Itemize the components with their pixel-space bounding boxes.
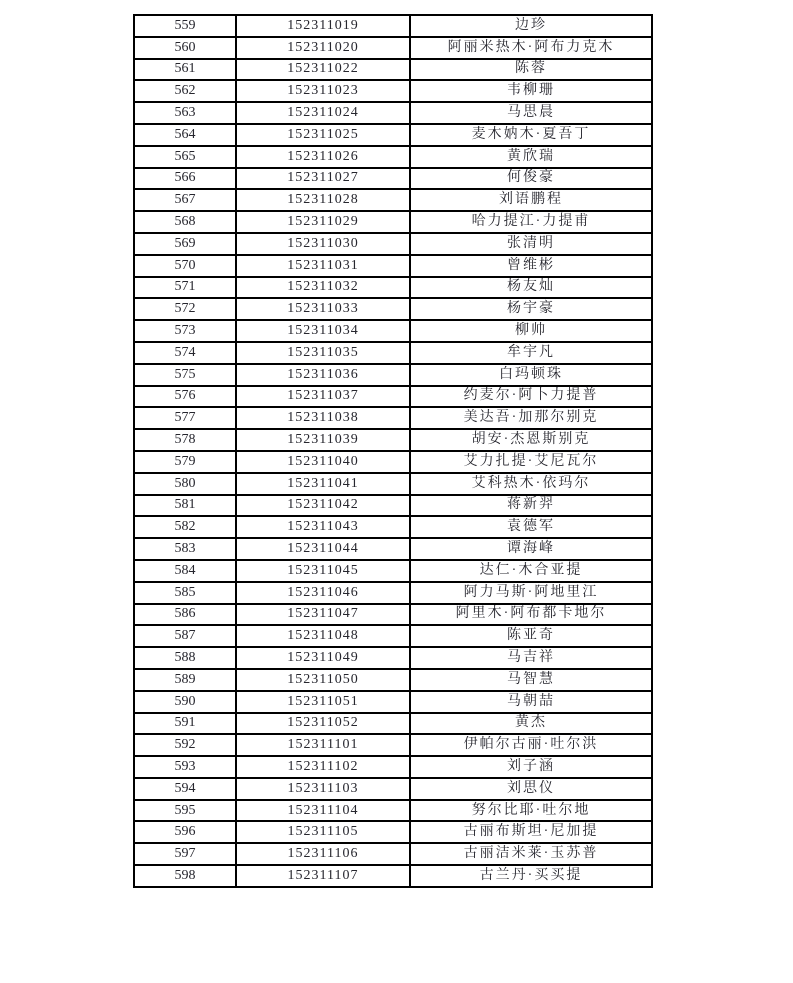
row-sequence-cell: 588 [134, 647, 236, 669]
row-sequence-cell: 597 [134, 843, 236, 865]
student-name-cell: 艾力扎提·艾尼瓦尔 [410, 451, 652, 473]
table-row [134, 124, 652, 146]
row-sequence-cell: 587 [134, 625, 236, 647]
table-row [134, 451, 652, 473]
row-sequence-cell: 598 [134, 865, 236, 887]
student-id-cell: 152311032 [236, 277, 410, 299]
student-id-cell: 152311047 [236, 604, 410, 626]
student-id-cell: 152311104 [236, 800, 410, 822]
table-row [134, 37, 652, 59]
row-sequence-cell: 596 [134, 821, 236, 843]
row-sequence-cell: 562 [134, 80, 236, 102]
student-id-cell: 152311020 [236, 37, 410, 59]
table-row [134, 713, 652, 735]
row-sequence-cell: 594 [134, 778, 236, 800]
table-row [134, 255, 652, 277]
student-id-cell: 152311035 [236, 342, 410, 364]
student-name-cell: 陈亚奇 [410, 625, 652, 647]
student-id-cell: 152311030 [236, 233, 410, 255]
table-row [134, 843, 652, 865]
table-row [134, 298, 652, 320]
student-name-cell: 达仁·木合亚提 [410, 560, 652, 582]
student-name-cell: 哈力提江·力提甫 [410, 211, 652, 233]
student-name-cell: 麦木妠木·夏吾丁 [410, 124, 652, 146]
student-name-cell: 袁德军 [410, 516, 652, 538]
student-id-cell: 152311042 [236, 495, 410, 517]
row-sequence-cell: 590 [134, 691, 236, 713]
row-sequence-cell: 582 [134, 516, 236, 538]
student-id-cell: 152311041 [236, 473, 410, 495]
student-name-cell: 艾科热木·依玛尔 [410, 473, 652, 495]
student-name-cell: 曾维彬 [410, 255, 652, 277]
table-row [134, 211, 652, 233]
table-row [134, 604, 652, 626]
table-row [134, 277, 652, 299]
student-id-cell: 152311038 [236, 407, 410, 429]
student-id-cell: 152311029 [236, 211, 410, 233]
table-row [134, 168, 652, 190]
row-sequence-cell: 586 [134, 604, 236, 626]
student-id-cell: 152311027 [236, 168, 410, 190]
student-name-cell: 约麦尔·阿卜力提普 [410, 386, 652, 408]
student-name-cell: 杨宇豪 [410, 298, 652, 320]
row-sequence-cell: 581 [134, 495, 236, 517]
table-row [134, 320, 652, 342]
table-row [134, 560, 652, 582]
student-name-cell: 刘思仪 [410, 778, 652, 800]
student-name-cell: 美达吾·加那尔别克 [410, 407, 652, 429]
student-id-cell: 152311039 [236, 429, 410, 451]
student-id-cell: 152311048 [236, 625, 410, 647]
table-row [134, 516, 652, 538]
table-row [134, 800, 652, 822]
table-row [134, 59, 652, 81]
table-row [134, 734, 652, 756]
student-name-cell: 古兰丹·买买提 [410, 865, 652, 887]
table-row [134, 647, 652, 669]
row-sequence-cell: 560 [134, 37, 236, 59]
student-name-cell: 马朝喆 [410, 691, 652, 713]
table-row [134, 146, 652, 168]
student-id-cell: 152311106 [236, 843, 410, 865]
student-name-cell: 阿里木·阿布都卡地尔 [410, 604, 652, 626]
table-row [134, 189, 652, 211]
table-row [134, 473, 652, 495]
student-id-cell: 152311046 [236, 582, 410, 604]
student-id-cell: 152311107 [236, 865, 410, 887]
student-id-cell: 152311037 [236, 386, 410, 408]
student-name-cell: 阿力马斯·阿地里江 [410, 582, 652, 604]
student-name-cell: 马智慧 [410, 669, 652, 691]
row-sequence-cell: 568 [134, 211, 236, 233]
row-sequence-cell: 578 [134, 429, 236, 451]
student-id-cell: 152311033 [236, 298, 410, 320]
table-row [134, 15, 652, 37]
student-name-cell: 刘语鹏程 [410, 189, 652, 211]
student-id-cell: 152311019 [236, 15, 410, 37]
table-row [134, 669, 652, 691]
student-name-cell: 边珍 [410, 15, 652, 37]
student-name-cell: 蒋新羿 [410, 495, 652, 517]
table-row [134, 407, 652, 429]
table-row [134, 233, 652, 255]
student-roster-table [133, 14, 653, 888]
student-name-cell: 古丽洁米莱·玉苏普 [410, 843, 652, 865]
student-id-cell: 152311103 [236, 778, 410, 800]
student-name-cell: 努尔比耶·吐尔地 [410, 800, 652, 822]
row-sequence-cell: 575 [134, 364, 236, 386]
student-name-cell: 马吉祥 [410, 647, 652, 669]
student-id-cell: 152311105 [236, 821, 410, 843]
student-id-cell: 152311040 [236, 451, 410, 473]
student-name-cell: 阿丽米热木·阿布力克木 [410, 37, 652, 59]
row-sequence-cell: 593 [134, 756, 236, 778]
student-name-cell: 黄欣瑞 [410, 146, 652, 168]
row-sequence-cell: 563 [134, 102, 236, 124]
student-id-cell: 152311026 [236, 146, 410, 168]
student-name-cell: 胡安·杰恩斯别克 [410, 429, 652, 451]
table-row [134, 865, 652, 887]
row-sequence-cell: 570 [134, 255, 236, 277]
student-name-cell: 陈蓉 [410, 59, 652, 81]
table-row [134, 102, 652, 124]
student-name-cell: 杨友灿 [410, 277, 652, 299]
student-name-cell: 白玛顿珠 [410, 364, 652, 386]
table-row [134, 80, 652, 102]
student-id-cell: 152311023 [236, 80, 410, 102]
student-id-cell: 152311043 [236, 516, 410, 538]
student-name-cell: 刘子涵 [410, 756, 652, 778]
student-name-cell: 张清明 [410, 233, 652, 255]
row-sequence-cell: 574 [134, 342, 236, 364]
row-sequence-cell: 580 [134, 473, 236, 495]
row-sequence-cell: 573 [134, 320, 236, 342]
student-name-cell: 谭海峰 [410, 538, 652, 560]
row-sequence-cell: 583 [134, 538, 236, 560]
student-name-cell: 古丽布斯坦·尼加提 [410, 821, 652, 843]
student-id-cell: 152311050 [236, 669, 410, 691]
row-sequence-cell: 595 [134, 800, 236, 822]
student-id-cell: 152311028 [236, 189, 410, 211]
student-name-cell: 韦柳珊 [410, 80, 652, 102]
roster-table-body [134, 15, 652, 887]
student-id-cell: 152311034 [236, 320, 410, 342]
row-sequence-cell: 589 [134, 669, 236, 691]
table-row [134, 342, 652, 364]
student-id-cell: 152311045 [236, 560, 410, 582]
row-sequence-cell: 572 [134, 298, 236, 320]
row-sequence-cell: 559 [134, 15, 236, 37]
row-sequence-cell: 592 [134, 734, 236, 756]
student-id-cell: 152311022 [236, 59, 410, 81]
row-sequence-cell: 567 [134, 189, 236, 211]
student-name-cell: 何俊豪 [410, 168, 652, 190]
table-row [134, 364, 652, 386]
row-sequence-cell: 584 [134, 560, 236, 582]
row-sequence-cell: 561 [134, 59, 236, 81]
row-sequence-cell: 565 [134, 146, 236, 168]
student-id-cell: 152311024 [236, 102, 410, 124]
table-row [134, 625, 652, 647]
table-row [134, 691, 652, 713]
row-sequence-cell: 566 [134, 168, 236, 190]
table-row [134, 582, 652, 604]
row-sequence-cell: 564 [134, 124, 236, 146]
student-id-cell: 152311049 [236, 647, 410, 669]
student-name-cell: 马思晨 [410, 102, 652, 124]
student-id-cell: 152311025 [236, 124, 410, 146]
row-sequence-cell: 585 [134, 582, 236, 604]
table-row [134, 821, 652, 843]
row-sequence-cell: 577 [134, 407, 236, 429]
row-sequence-cell: 579 [134, 451, 236, 473]
table-row [134, 495, 652, 517]
row-sequence-cell: 576 [134, 386, 236, 408]
table-row [134, 538, 652, 560]
table-row [134, 778, 652, 800]
student-id-cell: 152311101 [236, 734, 410, 756]
table-row [134, 429, 652, 451]
table-row [134, 386, 652, 408]
student-name-cell: 柳帅 [410, 320, 652, 342]
student-id-cell: 152311102 [236, 756, 410, 778]
student-id-cell: 152311031 [236, 255, 410, 277]
student-name-cell: 黄杰 [410, 713, 652, 735]
student-id-cell: 152311051 [236, 691, 410, 713]
student-id-cell: 152311052 [236, 713, 410, 735]
table-row [134, 756, 652, 778]
student-name-cell: 伊帕尔古丽·吐尔洪 [410, 734, 652, 756]
row-sequence-cell: 571 [134, 277, 236, 299]
row-sequence-cell: 569 [134, 233, 236, 255]
row-sequence-cell: 591 [134, 713, 236, 735]
student-id-cell: 152311036 [236, 364, 410, 386]
student-name-cell: 牟宇凡 [410, 342, 652, 364]
student-id-cell: 152311044 [236, 538, 410, 560]
